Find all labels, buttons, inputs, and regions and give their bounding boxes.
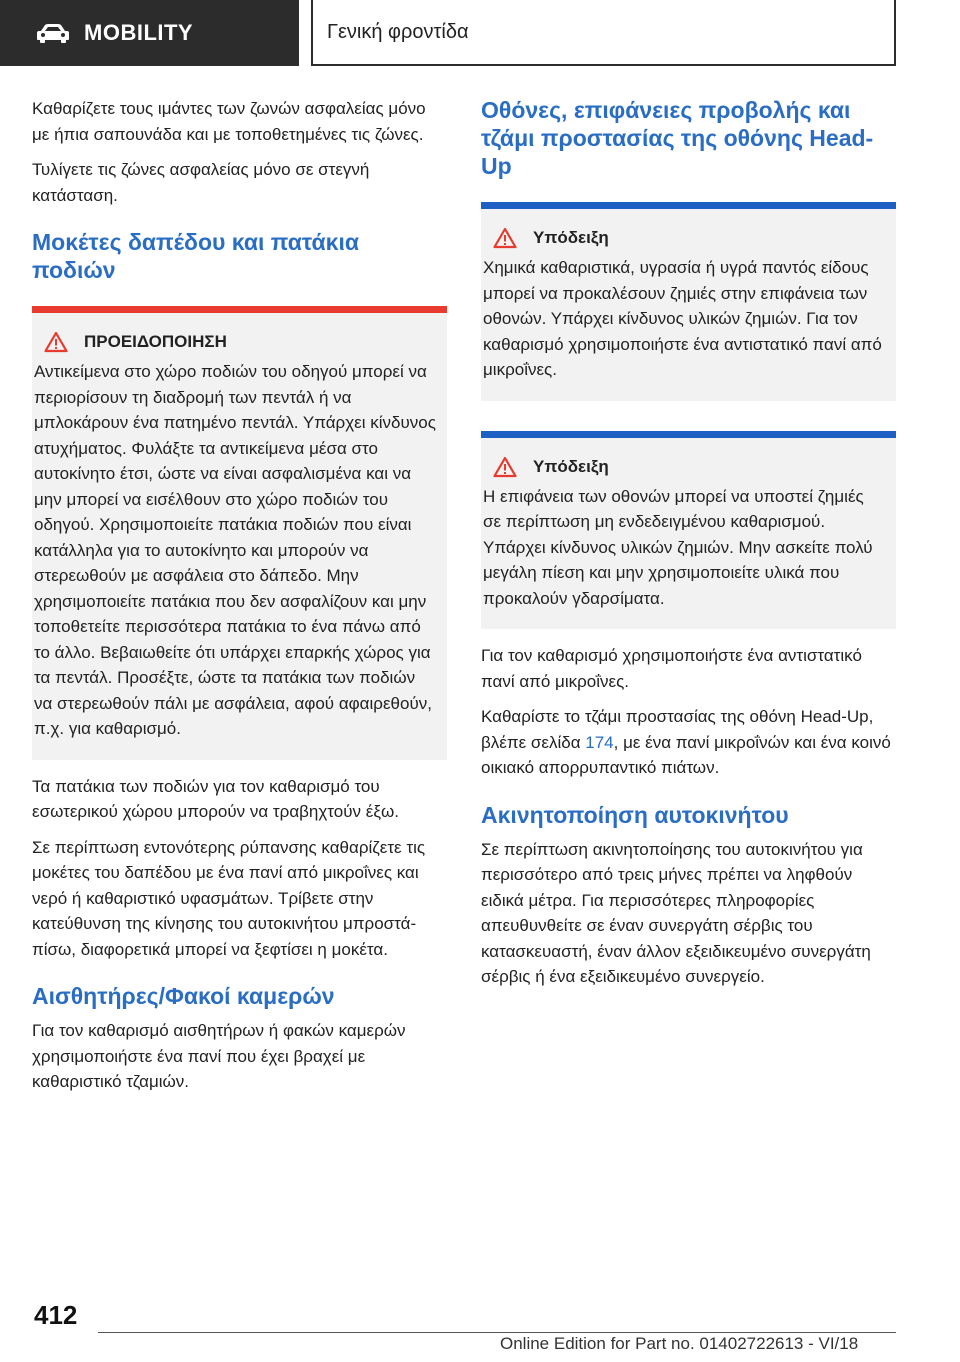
seatbelt-paragraph-2: Τυλίγετε τις ζώνες ασφαλείας μόνο σε στεγνή κατάσταση.	[32, 160, 370, 205]
warning-bar	[32, 306, 447, 313]
heading-sensors: Αισθητήρες/Φακοί καμερών	[32, 983, 335, 1009]
notice-triangle-icon	[493, 227, 517, 249]
note-1-body: Χημικά καθαριστικά, υγρασία ή υγρά παντός είδους μπορεί να προκαλέσουν ζημιές στην επιφάνεια των οθονών. Υπάρχει κίνδυνος υλικών ζημιών. Για τον καθαρισμό χρησιμοποιήστε ένα αντιστατικό πανί από μικροΐνες.	[483, 258, 882, 379]
screens-paragraph-1: Για τον καθαρισμό χρησιμοποιήστε ένα αντιστατικό πανί από μικροΐνες.	[481, 646, 862, 691]
car-icon	[36, 22, 70, 44]
note-bar-2	[481, 431, 896, 438]
page-number: 412	[34, 1300, 78, 1330]
footer-divider	[98, 1332, 896, 1333]
mobility-tab[interactable]	[0, 0, 299, 66]
floor-mats-paragraph-2: Σε περίπτωση εντονότερης ρύπανσης καθαρίζετε τις μοκέτες του δαπέδου με ένα πανί από μικροΐνες και νερό ή καθαριστικό υφασμάτων. Τρίβετε στην κατεύθυνση της κίνησης του αυτοκινήτου μπροστά-πίσω, διαφορετικά μπορεί να ξεφτίσει η μοκέτα.	[32, 837, 426, 959]
screens-paragraph-2	[481, 704, 896, 781]
left-column	[32, 96, 447, 1105]
section-title: Γενική φροντίδα	[311, 0, 896, 66]
mobility-label: MOBILITY	[84, 20, 194, 45]
note-bar-1	[481, 202, 896, 209]
heading-floor-mats: Μοκέτες δαπέδου και πατάκια ποδιών	[32, 229, 359, 283]
note-box-1	[481, 202, 896, 401]
sensors-paragraph: Για τον καθαρισμό αισθητήρων ή φακών καμερών χρησιμοποιήστε ένα πανί που έχει βραχεί με καθαριστικό τζαμιών.	[32, 1021, 406, 1091]
note-2-body: Η επιφάνεια των οθονών μπορεί να υποστεί ζημιές σε περίπτωση μη ενδεδειγμένου καθαρισμού. Υπάρχει κίνδυνος υλικών ζημιών. Μην ασκείτε πολύ μεγάλη πίεση και μην χρησιμοποιείτε υλικά που προκαλούν γδαρσίματα.	[483, 486, 873, 608]
immobilize-paragraph: Σε περίπτωση ακινητοποίησης του αυτοκινήτου για περισσότερο από τρεις μήνες πρέπει να ληφθούν ειδικά μέτρα. Για περισσότερες πληροφορίες απευθυνθείτε σε έναν συνεργάτη σέρβις του κατασκευαστή, έναν άλλον εξειδικευμένο συνεργάτη σέρβις ή ένα εξειδικευμένο συνεργείο.	[481, 839, 871, 986]
seatbelt-paragraph-1: Καθαρίζετε τους ιμάντες των ζωνών ασφαλείας μόνο με ήπια σαπουνάδα και με τοποθετημένες τις ζώνες.	[32, 99, 426, 144]
right-column	[481, 96, 896, 1000]
screens-paragraph-2-text-a: Καθαρίστε το τζάμι προστασίας της οθόνη Head-Up, βλέπε σελίδα	[481, 707, 874, 752]
warning-body: Αντικείμενα στο χώρο ποδιών του οδηγού μπορεί να περιορίσουν τη διαδρομή των πεντάλ ή να μπλοκάρουν ένα πατημένο πεντάλ. Υπάρχει κίνδυνος ατυχήματος. Φυλάξτε τα αντικείμενα μέσα στο αυτοκίνητο έτσι, ώστε να είναι ασφαλισμένα και να μην μπορεί να εισέλθουν στο χώρο ποδιών του οδηγού. Χρησιμοποιείτε πατάκια ποδιών που είναι κατάλληλα για το αυτοκίνητο και μπορούν να στερεωθούν με ασφάλεια στο δάπεδο. Μην χρησιμοποιείτε πατάκια που δεν ασφαλίζουν και μην τοποθετείτε περισσότερα πατάκια το ένα πάνω από το άλλο. Βεβαιωθείτε ότι υπάρχει επαρκής χώρος για τα πεντάλ. Προσέξτε, ώστε τα πατάκια των ποδιών να στερεωθούν πάλι με ασφάλεια, αφού αφαιρεθούν, π.χ. για καθαρισμό.	[34, 362, 436, 738]
warning-triangle-icon	[44, 331, 68, 353]
edition-text: Online Edition for Part no. 01402722613 - VI/18	[500, 1334, 859, 1353]
heading-immobilize: Ακινητοποίηση αυτοκινήτου	[481, 801, 789, 828]
warning-box	[32, 306, 447, 760]
note-2-title: Υπόδειξη	[533, 456, 609, 476]
warning-title: ΠΡΟΕΙΔΟΠΟΙΗΣΗ	[84, 332, 227, 351]
notice-triangle-icon	[493, 456, 517, 478]
page-174-link[interactable]: 174	[585, 732, 614, 752]
note-1-title: Υπόδειξη	[533, 228, 609, 247]
floor-mats-paragraph-1: Τα πατάκια των ποδιών για τον καθαρισμό του εσωτερικού χώρου μπορούν να τραβηχτούν έξω.	[32, 776, 399, 821]
page-header	[0, 0, 960, 66]
screens-paragraph-2-text-b: , με ένα πανί μικροΐνών και ένα κοινό οικιακό απορρυπαντικό πιάτων.	[481, 732, 891, 777]
note-box-2	[481, 431, 896, 630]
heading-screens: Οθόνες, επιφάνειες προβολής και τζάμι προστασίας της οθόνης Head-Up	[481, 97, 874, 179]
